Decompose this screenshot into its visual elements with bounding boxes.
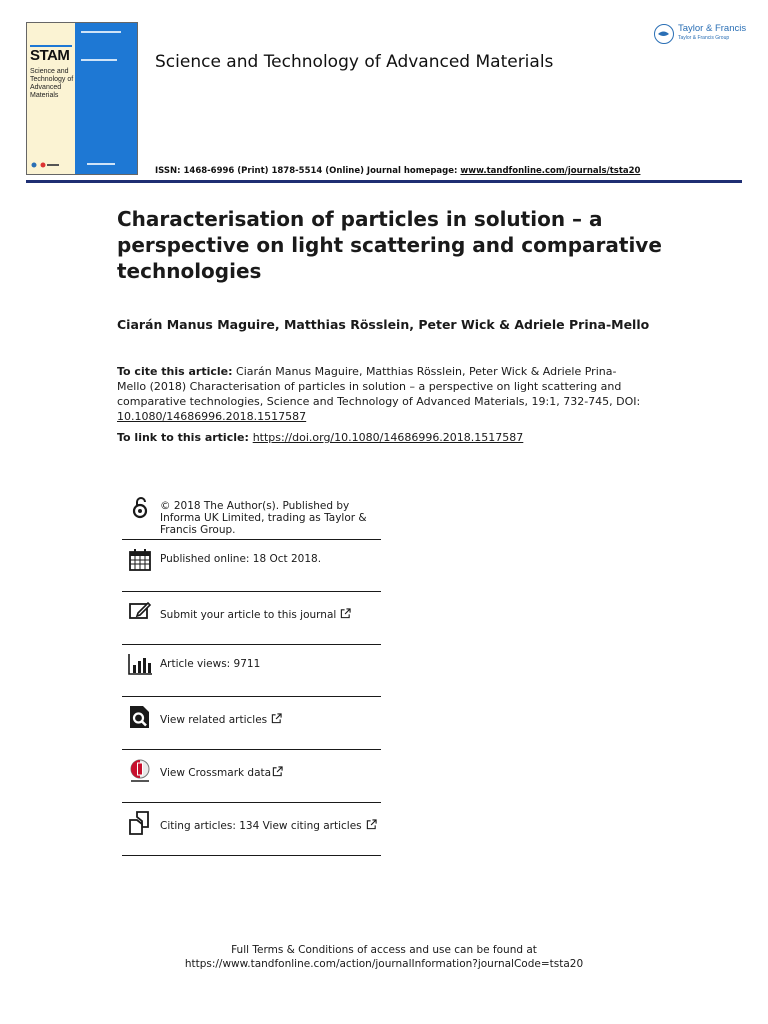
external-link-icon bbox=[271, 713, 282, 724]
article-authors: Ciarán Manus Maguire, Matthias Rösslein, Peter Wick & Adriele Prina-Mello bbox=[117, 317, 650, 332]
cover-right-panel bbox=[75, 23, 137, 174]
crossmark-row[interactable] bbox=[122, 750, 381, 803]
cover-decoration bbox=[81, 31, 121, 33]
citing-articles-link[interactable]: Citing articles: 134 View citing articles bbox=[160, 820, 362, 832]
article-views: Article views: 9711 bbox=[160, 658, 261, 670]
terms-footer bbox=[0, 943, 768, 971]
external-link-icon bbox=[272, 766, 283, 777]
open-access-icon bbox=[128, 496, 152, 520]
views-row bbox=[122, 645, 381, 697]
issn-text: ISSN: 1468-6996 (Print) 1878-5514 (Online) Journal homepage: bbox=[155, 166, 461, 176]
crossmark-icon bbox=[128, 759, 152, 783]
calendar-icon bbox=[128, 548, 152, 572]
bar-chart-icon bbox=[128, 652, 152, 676]
citation-block bbox=[117, 364, 645, 424]
terms-url-link[interactable]: https://www.tandfonline.com/action/journalInformation?journalCode=tsta20 bbox=[184, 958, 584, 970]
submit-article-link[interactable]: Submit your article to this journal bbox=[160, 609, 337, 621]
issn-line bbox=[155, 166, 640, 176]
external-link-icon bbox=[366, 819, 377, 830]
publisher-logo[interactable] bbox=[654, 22, 746, 46]
license-row bbox=[122, 494, 381, 540]
header-divider bbox=[26, 180, 742, 183]
related-articles-icon bbox=[128, 705, 152, 729]
journal-homepage-link[interactable]: www.tandfonline.com/journals/tsta20 bbox=[460, 166, 641, 176]
published-date: Published online: 18 Oct 2018. bbox=[160, 553, 322, 565]
edit-icon bbox=[128, 599, 152, 623]
article-link-line bbox=[117, 431, 523, 444]
article-title: Characterisation of particles in solution – a perspective on light scattering and comparative technologies bbox=[117, 207, 662, 283]
citation-label: To cite this article: bbox=[117, 365, 233, 378]
citation-doi-link[interactable]: 10.1080/14686996.2018.1517587 bbox=[117, 410, 307, 423]
terms-line: Full Terms & Conditions of access and use can be found at bbox=[231, 944, 537, 956]
cover-decoration bbox=[87, 163, 115, 165]
submit-row[interactable] bbox=[122, 592, 381, 645]
cover-decoration bbox=[81, 59, 117, 61]
citing-articles-icon bbox=[128, 811, 152, 835]
publisher-name: Taylor & Francis bbox=[678, 23, 747, 34]
article-link-label: To link to this article: bbox=[117, 431, 253, 444]
journal-title: Science and Technology of Advanced Materials bbox=[155, 52, 554, 72]
cover-logo-icon bbox=[31, 162, 61, 168]
published-row bbox=[122, 540, 381, 592]
citation-text: Ciarán Manus Maguire, Matthias Rösslein, Peter Wick & Adriele Prina-Mello (2018) Characterisation of particles in solution – a perspective on light scattering and comparative technologies, Science and Technology of Advanced Materials, 19:1, 732-745, DOI: bbox=[117, 365, 641, 408]
publisher-logo-icon bbox=[654, 24, 674, 44]
related-row[interactable] bbox=[122, 697, 381, 750]
row-divider bbox=[122, 855, 381, 856]
cover-subtitle: Science and Technology of Advanced Materials bbox=[30, 68, 74, 99]
publisher-group: Taylor & Francis Group bbox=[678, 35, 730, 41]
cover-title: STAM bbox=[30, 47, 70, 64]
article-doi-link[interactable]: https://doi.org/10.1080/14686996.2018.1517587 bbox=[252, 431, 524, 444]
crossmark-link[interactable]: View Crossmark data bbox=[160, 767, 272, 779]
external-link-icon bbox=[340, 608, 351, 619]
related-articles-link[interactable]: View related articles bbox=[160, 714, 268, 726]
citing-row[interactable] bbox=[122, 803, 381, 856]
journal-cover bbox=[26, 22, 138, 175]
license-text: © 2018 The Author(s). Published by Informa UK Limited, trading as Taylor & Francis Group. bbox=[160, 500, 367, 536]
